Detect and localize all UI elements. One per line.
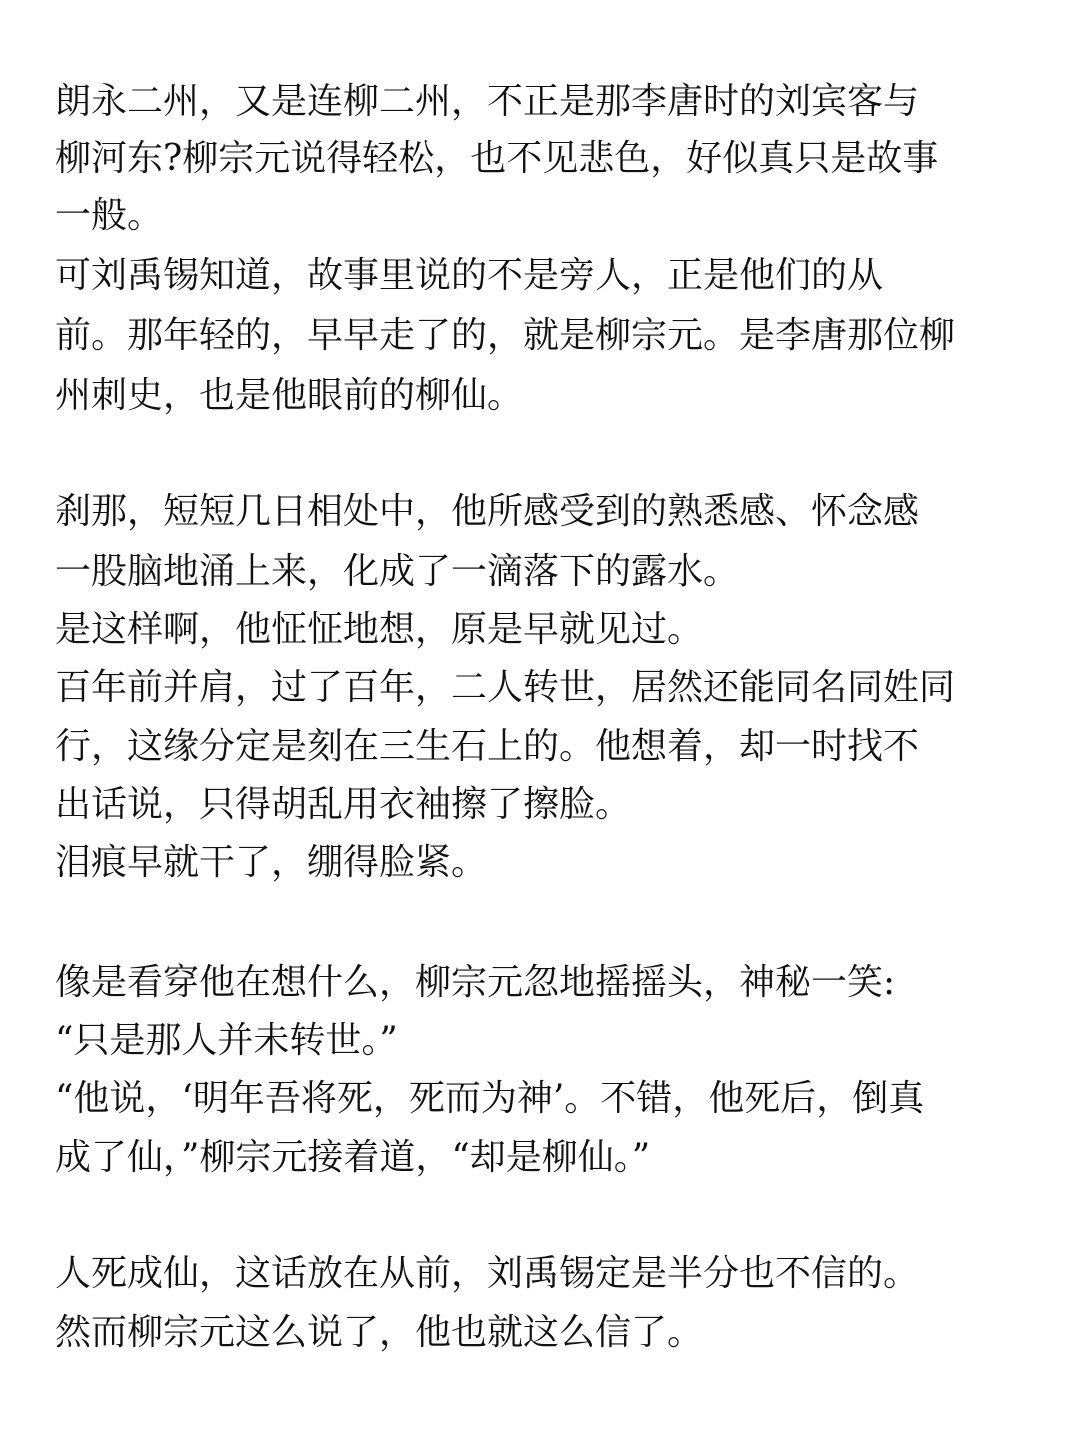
text-line: 像是看穿他在想什么，柳宗元忽地摇摇头，神秘一笑: xyxy=(55,962,896,1003)
text-line: 朗永二州，又是连柳二州，不正是那李唐时的刘宾客与 xyxy=(55,81,920,122)
text-line: 是这样啊，他怔怔地想，原是早就见过。 xyxy=(55,609,704,650)
text-line: 一般。 xyxy=(55,195,164,236)
text-line: 成了仙，”柳宗元接着道，“却是柳仙。” xyxy=(55,1137,651,1178)
text-line: 行，这缘分定是刻在三生石上的。他想着，却一时找不 xyxy=(55,726,920,767)
text-line: 州刺史，也是他眼前的柳仙。 xyxy=(55,375,524,416)
text-line: 前。那年轻的，早早走了的，就是柳宗元。是李唐那位柳 xyxy=(55,315,956,356)
text-line: 可刘禹锡知道，故事里说的不是旁人，正是他们的从 xyxy=(55,255,884,296)
text-line: 一股脑地涌上来，化成了一滴落下的露水。 xyxy=(55,551,740,592)
text-line: 人死成仙，这话放在从前，刘禹锡定是半分也不信的。 xyxy=(55,1253,920,1294)
text-line: 百年前并肩，过了百年，二人转世，居然还能同名同姓同 xyxy=(55,667,956,708)
text-line: “只是那人并未转世。” xyxy=(55,1020,398,1061)
text-line: 刹那，短短几日相处中，他所感受到的熟悉感、怀念感 xyxy=(55,491,920,532)
text-line: 出话说，只得胡乱用衣袖擦了擦脸。 xyxy=(55,784,632,825)
text-line: 柳河东?柳宗元说得轻松，也不见悲色，好似真只是故事 xyxy=(55,138,939,179)
text-line: “他说，‘明年吾将死，死而为神’。不错，他死后，倒真 xyxy=(55,1078,925,1119)
text-line: 泪痕早就干了，绷得脸紧。 xyxy=(55,842,488,883)
text-line: 然而柳宗元这么说了，他也就这么信了。 xyxy=(55,1312,704,1353)
